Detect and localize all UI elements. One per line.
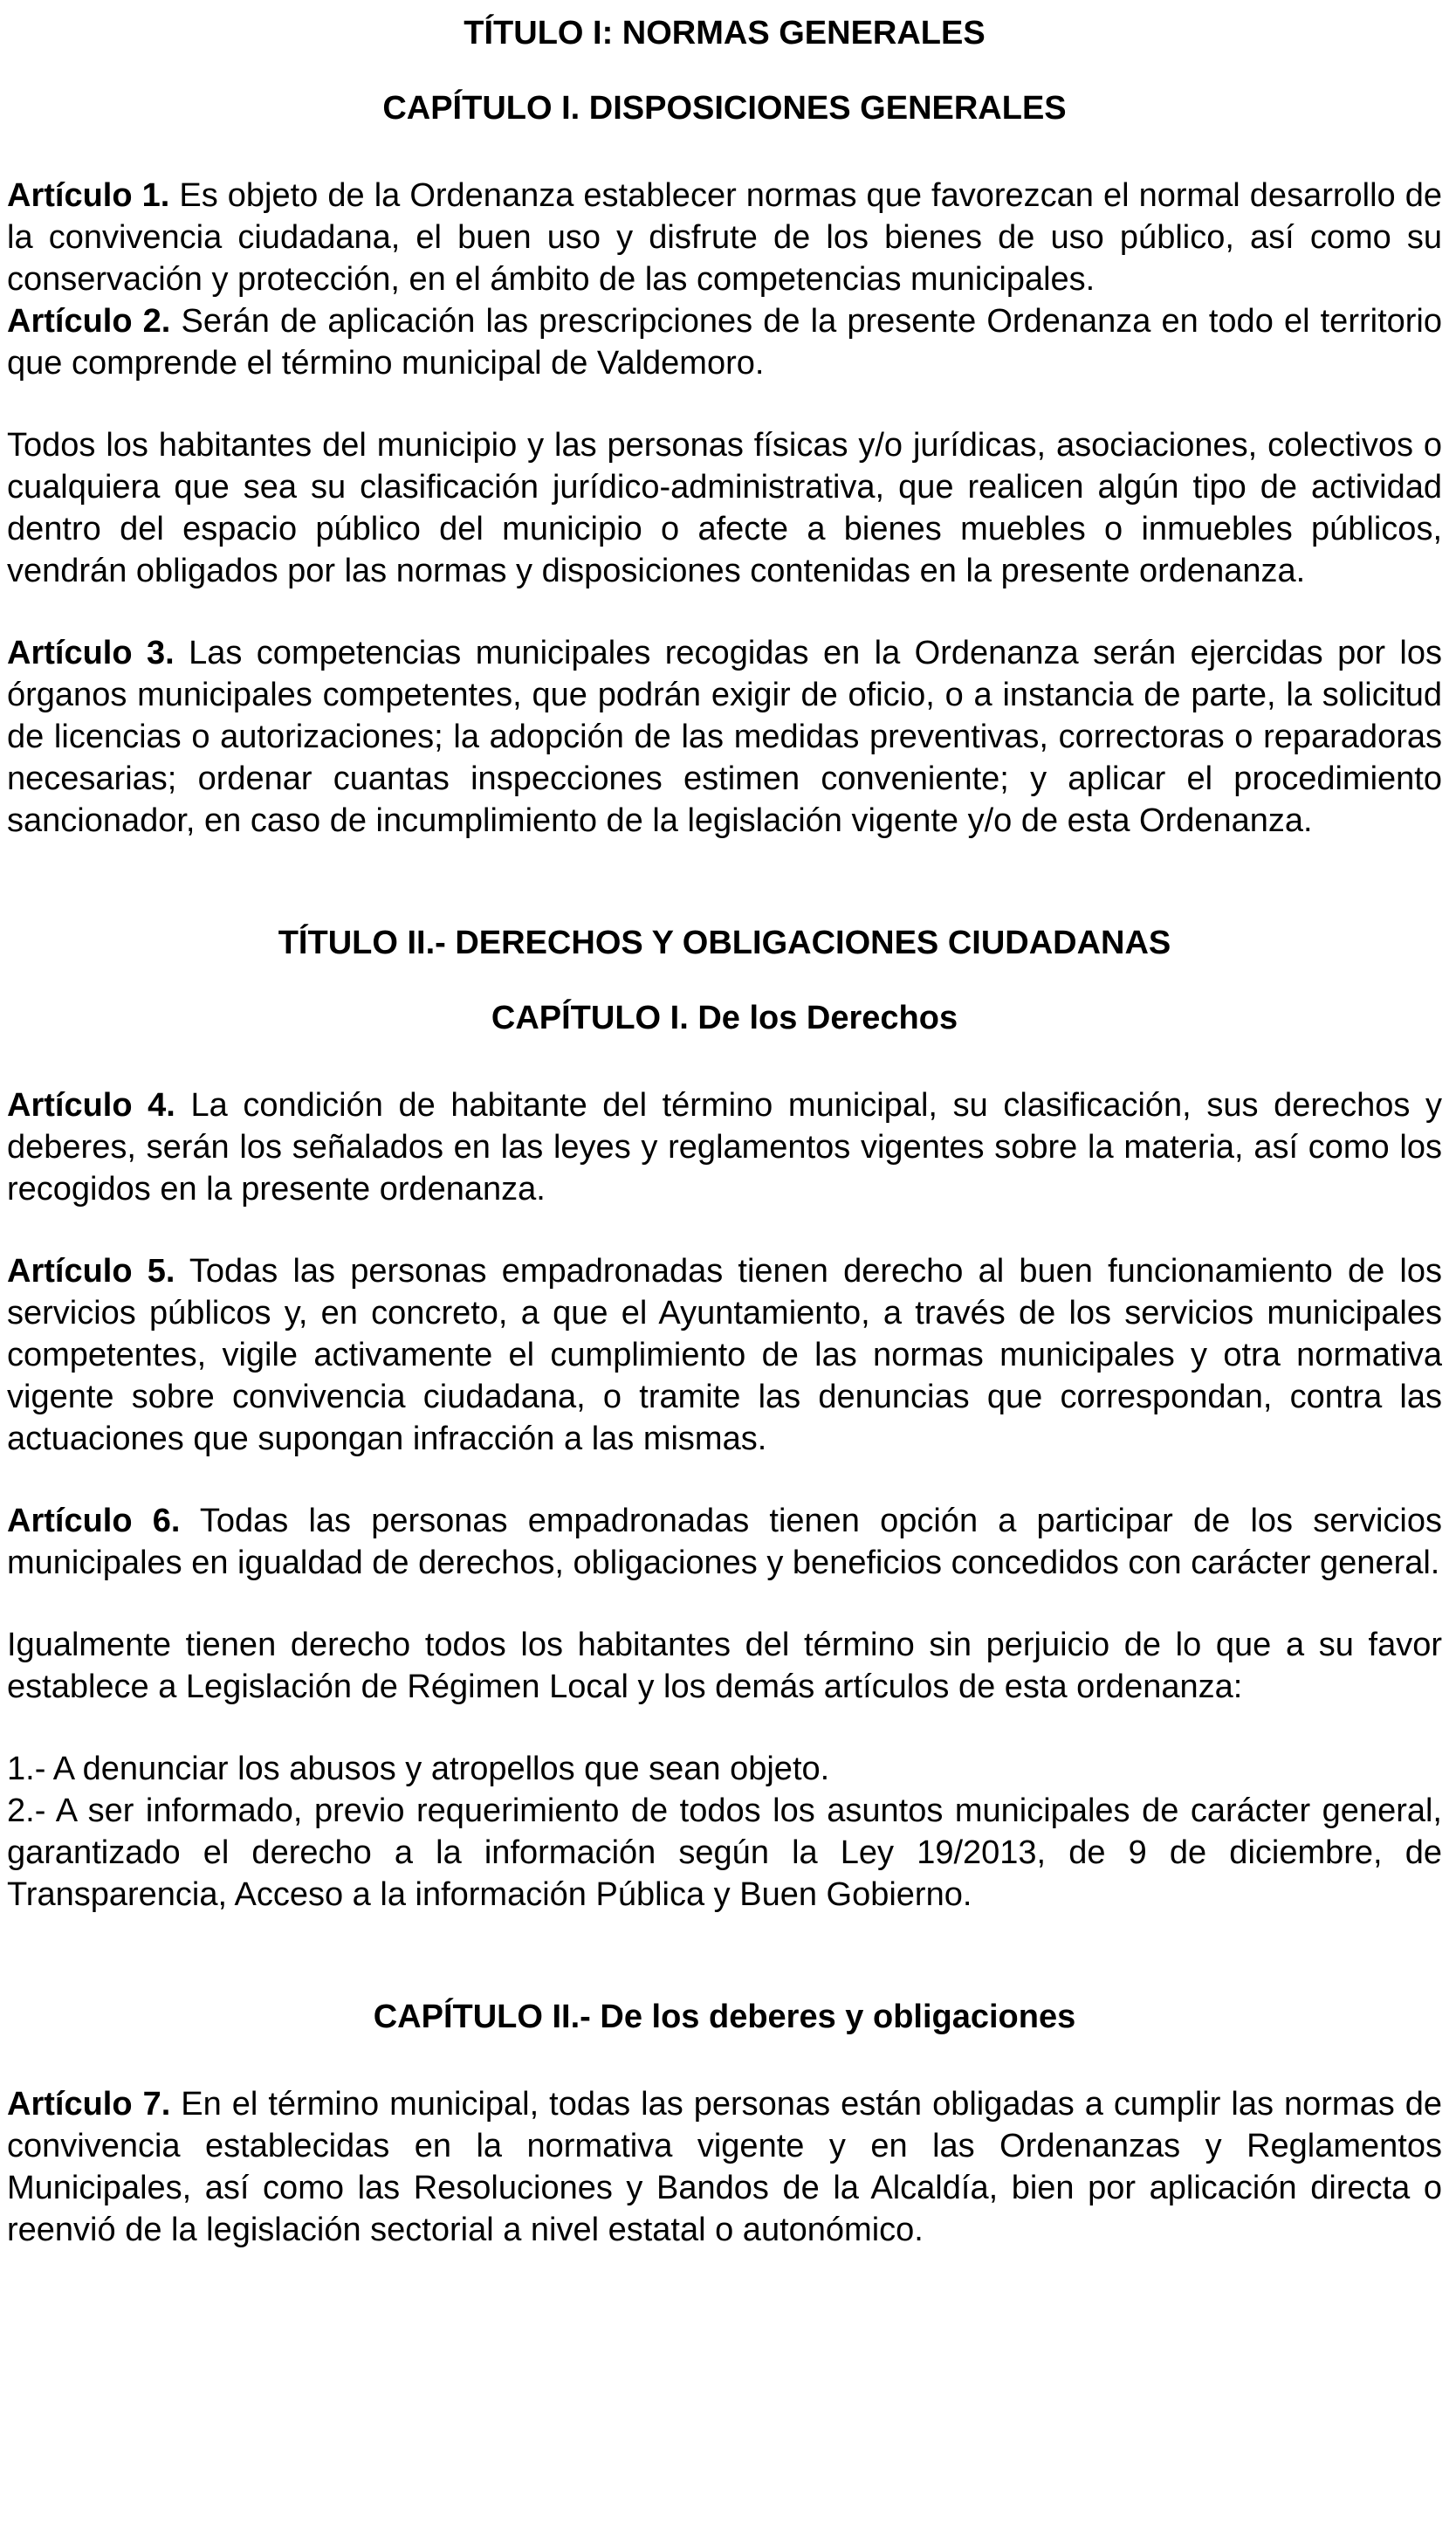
article-5-label: Artículo 5. [7, 1253, 175, 1290]
article-1-text: Es objeto de la Ordenanza establecer normas que favorezcan el normal desarrollo de la convivencia ciudadana, el buen uso y disfrute de los bienes de uso público, así como su conservación y protección, en el ámbito de las competencias municipales. [7, 177, 1442, 298]
article-6 [7, 1500, 1442, 1584]
article-4-text: La condición de habitante del término municipal, su clasificación, sus derechos y deberes, serán los señalados en las leyes y reglamentos vigentes sobre la materia, así como los recogidos en la presente ordenanza. [7, 1087, 1442, 1208]
article-5 [7, 1250, 1442, 1460]
capitulo-2-deberes-heading: CAPÍTULO II.- De los deberes y obligaciones [373, 1999, 1076, 2035]
article-7-label: Artículo 7. [7, 2086, 171, 2123]
capitulo-1-heading: CAPÍTULO I. DISPOSICIONES GENERALES [382, 90, 1067, 127]
capitulo-1-derechos-heading: CAPÍTULO I. De los Derechos [491, 1000, 958, 1036]
article-2-label: Artículo 2. [7, 303, 171, 340]
document-page [7, 0, 1442, 2251]
article-4-label: Artículo 4. [7, 1087, 175, 1124]
article-3 [7, 632, 1442, 842]
list-item: 1.- A denunciar los abusos y atropellos que sean objeto. [7, 1751, 830, 1787]
article-5-text: Todas las personas empadronadas tienen derecho al buen funcionamiento de los servicios públicos y, en concreto, a que el Ayuntamiento, a través de los servicios municipales competentes, vigile activamente el cumplimiento de las normas municipales y otra normativa vigente sobre convivencia ciudadana, o tramite las denuncias que correspondan, contra las actuaciones que supongan infracción a las mismas. [7, 1253, 1442, 1457]
article-7 [7, 2083, 1442, 2251]
article-1-label: Artículo 1. [7, 177, 170, 214]
article-6-text: Todas las personas empadronadas tienen opción a participar de los servicios municipales en igualdad de derechos, obligaciones y beneficios concedidos con carácter general. [7, 1503, 1442, 1581]
article-2-paragraph-2: Todos los habitantes del municipio y las personas físicas y/o jurídicas, asociaciones, colectivos o cualquiera que sea su clasificación jurídico-administrativa, que realicen algún tipo de actividad dentro del espacio público del municipio o afecte a bienes muebles o inmuebles públicos, vendrán obligados por las normas y disposiciones contenidas en la presente ordenanza. [7, 427, 1442, 589]
article-3-label: Artículo 3. [7, 635, 175, 671]
article-6-paragraph-2: Igualmente tienen derecho todos los habitantes del término sin perjuicio de lo que a su favor establece a Legislación de Régimen Local y los demás artículos de esta ordenanza: [7, 1627, 1442, 1705]
list-item: 2.- A ser informado, previo requerimiento de todos los asuntos municipales de carácter general, garantizado el derecho a la información según la Ley 19/2013, de 9 de diciembre, de Transparencia, Acceso a la información Pública y Buen Gobierno. [7, 1793, 1442, 1913]
article-6-label: Artículo 6. [7, 1503, 181, 1539]
article-4 [7, 1084, 1442, 1210]
article-2-text: Serán de aplicación las prescripciones de la presente Ordenanza en todo el territorio que comprende el término municipal de Valdemoro. [7, 303, 1442, 382]
article-2 [7, 300, 1442, 384]
article-7-text: En el término municipal, todas las personas están obligadas a cumplir las normas de convivencia establecidas en la normativa vigente y en las Ordenanzas y Reglamentos Municipales, así como las Resoluciones y Bandos de la Alcaldía, bien por aplicación directa o reenvió de la legislación sectorial a nivel estatal o autonómico. [7, 2086, 1442, 2248]
article-3-text: Las competencias municipales recogidas en la Ordenanza serán ejercidas por los órganos municipales competentes, que podrán exigir de oficio, o a instancia de parte, la solicitud de licencias o autorizaciones; la adopción de las medidas preventivas, correctoras o reparadoras necesarias; ordenar cuantas inspecciones estimen conveniente; y aplicar el procedimiento sancionador, en caso de incumplimiento de la legislación vigente y/o de esta Ordenanza. [7, 635, 1443, 839]
article-1 [7, 175, 1442, 300]
titulo-2-heading: TÍTULO II.- DERECHOS Y OBLIGACIONES CIUDADANAS [278, 925, 1171, 961]
titulo-1-heading: TÍTULO I: NORMAS GENERALES [464, 15, 986, 52]
